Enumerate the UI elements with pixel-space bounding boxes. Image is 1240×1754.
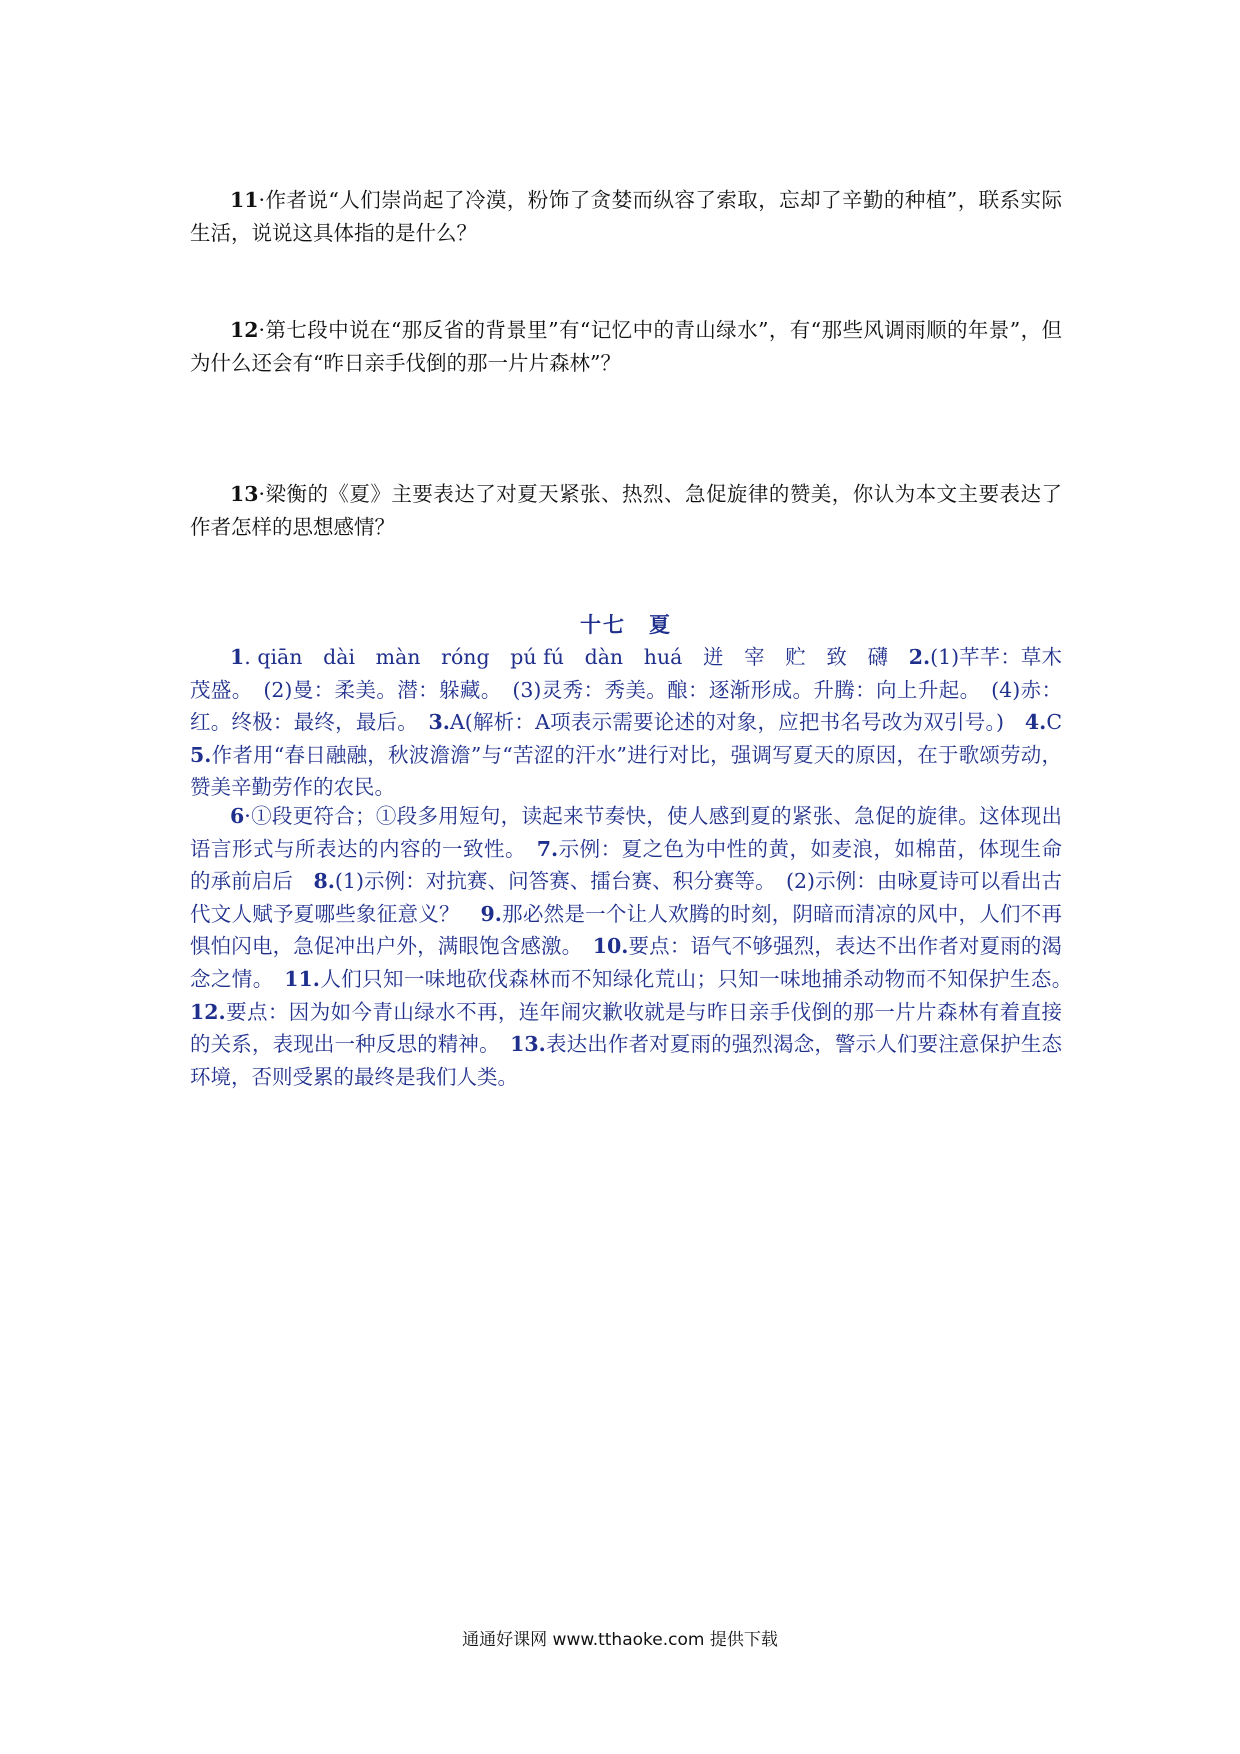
answer-number: 13. (510, 1032, 546, 1057)
answer-number: 7. (536, 836, 559, 861)
answer-number: 9. (480, 901, 502, 926)
answer-number: 2. (908, 645, 931, 669)
answer-paragraph-1 (190, 641, 1083, 804)
answer-text: (1)芊芊：草木茂盛。 (2)曼：柔美。潜：躲藏。 (3)灵秀：秀美。酿：逐渐形成。升腾：向上升起。 (4)赤：红。终极：最终，最后。 (190, 645, 1062, 735)
answer-text: ·①段更符合；①段多用短句，读起来节奏快，使人感到夏的紧张、急促的旋律。这体现出语言形式与所表达的内容的一致性。 (190, 804, 1062, 861)
answer-number: 4. (1024, 710, 1047, 735)
question-number: 11 (230, 188, 259, 212)
page-footer: 通通好课网 www.tthaoke.com 提供下载 (462, 1630, 778, 1650)
answer-text: 人们只知一味地砍伐森林而不知绿化荒山；只知一味地捕杀动物而不知保护生态。 (319, 966, 1083, 991)
answer-number: 11. (284, 966, 320, 991)
answer-text: 那必然是一个让人欢腾的时刻，阴暗而清凉的风中，人们不再惧怕闪电，急促冲出户外，满眼饱含感激。 (190, 901, 1063, 959)
answer-text: 表达出作者对夏雨的强烈渴念，警示人们要注意保护生态环境，否则受累的最终是我们人类。 (190, 1032, 1063, 1089)
answer-number: 12. (190, 999, 226, 1024)
answer-text: (1)示例：对抗赛、问答赛、擂台赛、积分赛等。 (2)示例：由咏夏诗可以看出古代文人赋予夏哪些象征意义？ (190, 869, 1063, 926)
answer-text: 要点：语气不够强烈，表达不出作者对夏雨的渴念之情。 (190, 934, 1063, 991)
answer-number: 6 (230, 804, 245, 828)
answer-number: 3. (428, 710, 450, 735)
answer-text: 要点：因为如今青山绿水不再，连年闹灾歉收就是与昨日亲手伐倒的那一片片森林有着直接的关系，表现出一种反思的精神。 (190, 999, 1062, 1057)
answer-text: . qiān dài màn róng pú fú dàn huá 迸 宰 贮 致 礴 (244, 645, 909, 669)
question-13 (190, 478, 1062, 544)
answer-text: 作者用“春日融融，秋波澹澹”与“苦涩的汗水”进行对比，强调写夏天的原因，在于歌颂劳动，赞美辛勤劳作的农民。 (190, 742, 1062, 800)
question-11 (190, 184, 1062, 250)
answer-number: 5. (190, 742, 212, 767)
question-text: ·作者说“人们崇尚起了冷漠，粉饰了贪婪而纵容了索取，忘却了辛勤的种植”，联系实际生活，说说这具体指的是什么？ (190, 188, 1062, 245)
question-text: ·梁衡的《夏》主要表达了对夏天紧张、热烈、急促旋律的赞美，你认为本文主要表达了作者怎样的思想感情？ (190, 482, 1062, 539)
answer-number: 8. (313, 869, 335, 894)
question-number: 12 (230, 318, 259, 342)
question-12 (190, 314, 1062, 380)
answer-text: C (1046, 710, 1083, 735)
answer-text: A(解析：A项表示需要论述的对象，应把书名号改为双引号。) (449, 710, 1025, 735)
answer-number: 10. (592, 934, 629, 959)
question-number: 13 (230, 482, 259, 506)
answer-text: 示例：夏之色为中性的黄，如麦浪，如棉苗，体现生命的承前启后 (190, 836, 1063, 894)
answer-number: 1 (230, 645, 245, 669)
answer-paragraph-2 (190, 800, 1083, 1093)
question-text: ·第七段中说在“那反省的背景里”有“记忆中的青山绿水”，有“那些风调雨顺的年景”，但为什么还会有“昨日亲手伐倒的那一片片森林”？ (190, 318, 1062, 375)
answer-section-title: 十七 夏 (580, 612, 672, 637)
